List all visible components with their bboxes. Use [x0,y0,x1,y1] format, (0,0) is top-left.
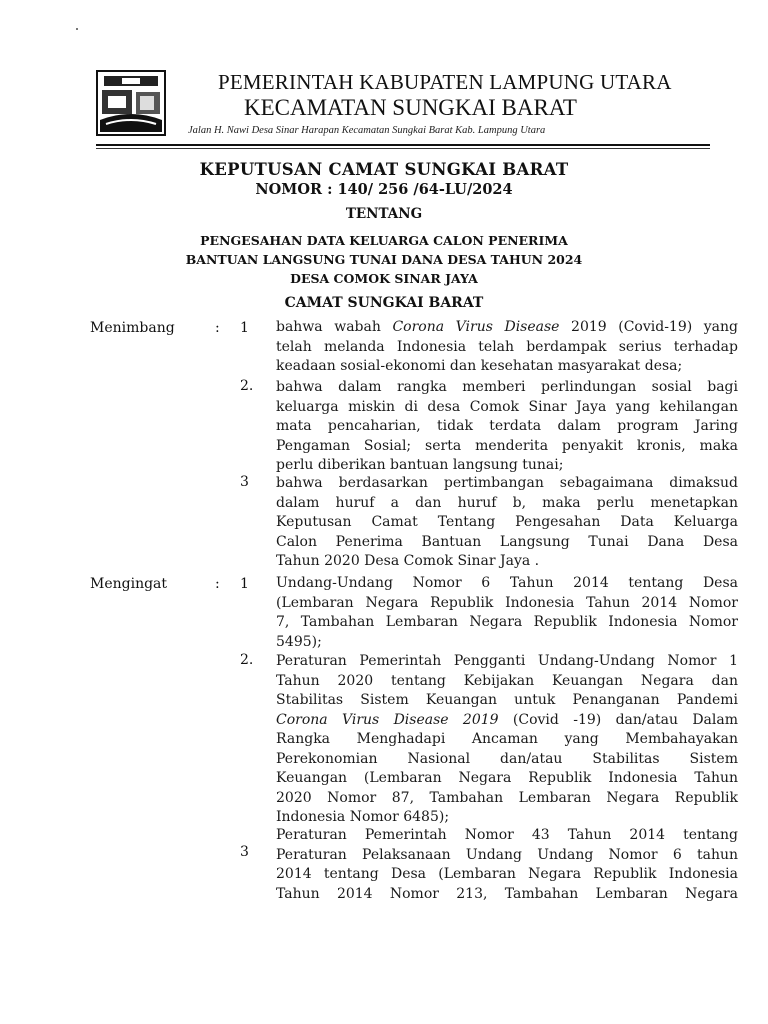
subject-line-3: DESA COMOK SINAR JAYA [290,271,478,286]
section-colon: : [215,320,220,336]
italic-term: Corona Virus Disease [392,319,560,335]
text-line: mata pencaharian, tidak terdata dalam program Jaring [276,418,738,434]
decision-number: NOMOR : 140/ 256 /64-LU/2024 [255,181,513,198]
item-number: 2. [240,652,254,668]
issuing-authority: CAMAT SUNGKAI BARAT [284,295,484,311]
subject-line-1: PENGESAHAN DATA KELUARGA CALON PENERIMA [200,233,568,248]
text-line: Tahun 2020 tentang Kebijakan Keuangan Negara dan [276,672,738,689]
text-line: 2019 (Covid-19) yang [571,319,739,335]
section-label-menimbang: Menimbang [90,320,175,336]
item-number: 2. [240,378,254,394]
scan-speck [76,28,78,30]
item-number: 3 [240,844,249,860]
text-line: Keuangan (Lembaran Negara Republik Indonesia Tahun [276,770,738,786]
text-line: Peraturan Pelaksanaan Undang Undang Nomor 6 tahun [276,846,738,863]
letterhead-district: KECAMATAN SUNGKAI BARAT [244,95,577,120]
legal-basis-item-1 [276,574,738,652]
regency-logo-icon [96,70,166,136]
text-line: (Covid -19) dan/atau Dalam [512,711,739,728]
about-heading: TENTANG [345,206,423,222]
text-line: Stabilitas Sistem Keuangan untuk Penanganan Pandemi [276,692,738,708]
text-line: bahwa berdasarkan pertimbangan sebagaimana dimaksud [276,475,738,491]
text-line: 2014 tentang Desa (Lembaran Negara Republik Indonesia [276,866,738,882]
letterhead-divider-thin [96,148,710,149]
letterhead-divider [96,144,710,146]
consideration-item-1 [276,318,738,377]
text-line: keadaan sosial-ekonomi dan kesehatan masyarakat desa; [276,358,683,374]
text-line: (Lembaran Negara Republik Indonesia Tahun 2014 Nomor [276,594,738,611]
text-line: bahwa wabah [276,319,381,335]
item-number: 1 [240,576,249,592]
text-line: telah melanda Indonesia telah berdampak serius terhadap [276,338,738,355]
text-line: Pengaman Sosial; serta menderita penyakit kronis, maka [276,437,738,454]
text-line: Undang-Undang Nomor 6 Tahun 2014 tentang Desa [276,575,738,591]
text-line: dalam huruf a dan huruf b, maka perlu menetapkan [276,494,738,511]
section-label-mengingat: Mengingat [90,576,168,592]
text-line: Calon Penerima Bantuan Langsung Tunai Dana Desa [276,533,738,550]
text-line: keluarga miskin di desa Comok Sinar Jaya yang kehilangan [276,398,738,415]
consideration-item-3 [276,474,738,572]
text-line: bahwa dalam rangka memberi perlindungan sosial bagi [276,379,738,395]
item-number: 1 [240,320,249,336]
text-line: Perekonomian Nasional dan/atau Stabilitas Sistem [276,750,738,767]
italic-term: Corona Virus Disease 2019 [276,711,499,728]
letterhead-address: Jalan H. Nawi Desa Sinar Harapan Kecamatan Sungkai Barat Kab. Lampung Utara [188,125,546,136]
subject-line-2: BANTUAN LANGSUNG TUNAI DANA DESA TAHUN 2024 [185,252,583,267]
consideration-item-2 [276,378,738,476]
text-line: 7, Tambahan Lembaran Negara Republik Indonesia Nomor [276,614,738,630]
text-line: Tahun 2014 Nomor 213, Tambahan Lembaran Negara [276,885,738,902]
text-line: Peraturan Pemerintah Pengganti Undang-Undang Nomor 1 [276,653,738,669]
item-number: 3 [240,474,249,490]
text-line: Peraturan Pemerintah Nomor 43 Tahun 2014 tentang [276,827,738,843]
letterhead-government: PEMERINTAH KABUPATEN LAMPUNG UTARA [218,70,672,94]
text-line: Indonesia Nomor 6485); [276,809,450,825]
text-line: Tahun 2020 Desa Comok Sinar Jaya . [276,553,540,569]
section-colon: : [215,576,220,592]
decision-title: KEPUTUSAN CAMAT SUNGKAI BARAT [199,160,569,179]
legal-basis-item-3 [276,826,738,904]
text-line: 2020 Nomor 87, Tambahan Lembaran Negara Republik [276,789,738,806]
legal-basis-item-2 [276,652,738,828]
text-line: Rangka Menghadapi Ancaman yang Membahayakan [276,731,738,747]
text-line: 5495); [276,633,322,650]
text-line: Keputusan Camat Tentang Pengesahan Data Keluarga [276,514,738,530]
text-line: perlu diberikan bantuan langsung tunai; [276,457,564,473]
